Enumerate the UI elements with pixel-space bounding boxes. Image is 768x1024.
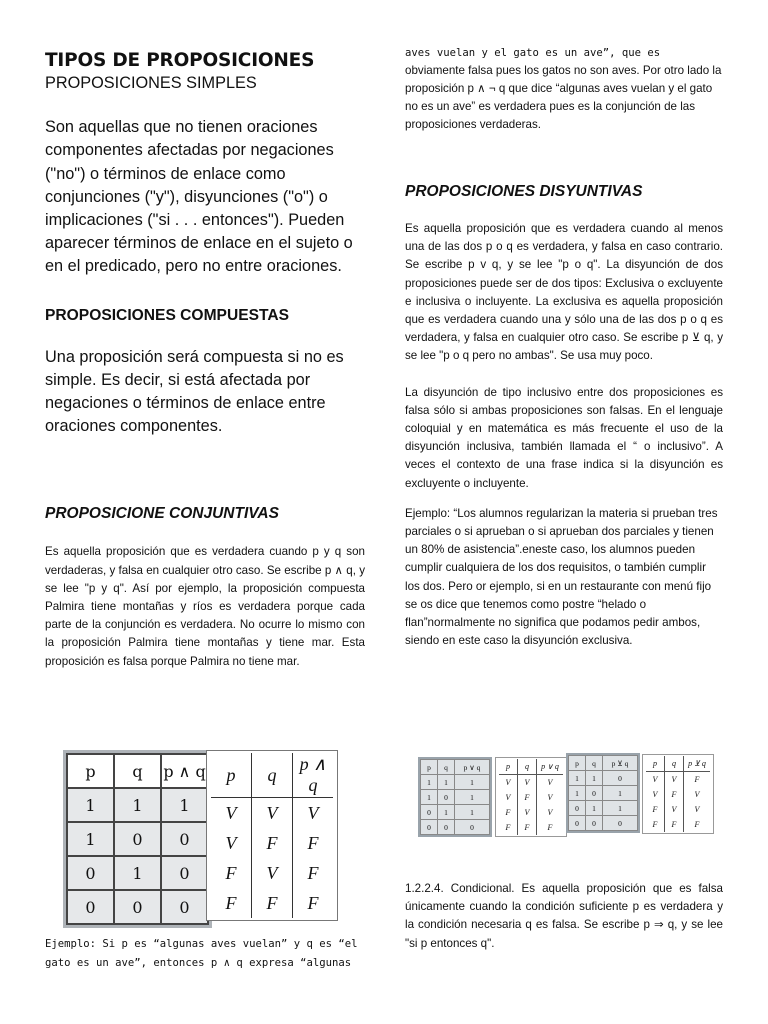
- table-cell: 1: [455, 775, 490, 790]
- truth-table-and-vf: [206, 750, 338, 921]
- table-cell: 0: [421, 805, 438, 820]
- condicional-section: [405, 880, 723, 953]
- table-header-cell: p ∨ q: [537, 759, 564, 775]
- table-cell: 0: [438, 790, 455, 805]
- table-header-cell: p ∧ q: [293, 753, 334, 798]
- table-cell: 0: [161, 856, 208, 890]
- table-cell: V: [518, 805, 537, 820]
- table-cell: F: [518, 790, 537, 805]
- table-row: [569, 801, 638, 816]
- table-header-cell: q: [586, 756, 603, 771]
- truth-table-or-vf: [495, 757, 567, 837]
- table-header-row: [67, 754, 208, 788]
- table-row: [211, 858, 333, 888]
- simples-paragraph: Son aquellas que no tienen oraciones componentes afectadas por negaciones ("no") o términos de enlace como conjunciones ("y"), disyunciones ("o") o implicaciones ("si . . . entonces"). Pueden aparecer términos de enlace en el sujeto o en el predicado, pero no entre oraciones.: [45, 118, 353, 276]
- table-row: [67, 822, 208, 856]
- table-header-cell: q: [114, 754, 161, 788]
- table-cell: V: [684, 787, 711, 802]
- table-cell: F: [505, 808, 511, 817]
- table-cell: 0: [438, 820, 455, 835]
- table-cell: 1: [67, 788, 114, 822]
- table-cell: V: [652, 790, 658, 799]
- table-cell: 0: [603, 816, 638, 831]
- table-cell: F: [665, 817, 684, 832]
- inclusivo-paragraph: La disyunción de tipo inclusivo entre dos proposiciones es falsa sólo si ambas proposiciones son falsas. En el lenguaje coloquial y en matemática es más frecuente el uso de la disyunción inclusiva, también llamada el “ o inclusivo”. A veces el contexto de una frase indica si la disyunción es excluyente o incluyente.: [405, 385, 723, 490]
- table-cell: 0: [67, 890, 114, 924]
- truth-table-or-numeric: [418, 757, 492, 837]
- truth-table: [66, 753, 209, 925]
- table-cell: V: [293, 798, 334, 829]
- table-cell: V: [665, 772, 684, 788]
- table-cell: F: [652, 805, 658, 814]
- table-cell: F: [252, 828, 293, 858]
- table-cell: 1: [438, 775, 455, 790]
- table-cell: 1: [603, 786, 638, 801]
- table-row: [421, 775, 490, 790]
- table-cell: V: [505, 778, 511, 787]
- truth-table-xor-numeric: [566, 753, 640, 833]
- truth-table: [646, 756, 710, 832]
- table-cell: V: [537, 775, 564, 791]
- table-header-row: [211, 753, 333, 798]
- truth-table-xor-vf: [642, 754, 714, 834]
- truth-table: [568, 755, 638, 831]
- table-row: [569, 786, 638, 801]
- table-cell: 0: [586, 816, 603, 831]
- table-header-cell: q: [252, 753, 293, 798]
- table-row: [67, 890, 208, 924]
- table-cell: 1: [569, 786, 586, 801]
- table-header-cell: p: [211, 753, 252, 798]
- table-cell: F: [537, 820, 564, 835]
- table-header-cell: p: [67, 754, 114, 788]
- right-column: [405, 44, 723, 650]
- table-cell: 1: [161, 788, 208, 822]
- table-cell: 1: [569, 771, 586, 786]
- table-cell: V: [252, 798, 293, 829]
- table-row: [646, 787, 710, 802]
- table-cell: 1: [586, 771, 603, 786]
- table-row: [499, 805, 563, 820]
- table-header-row: [646, 756, 710, 772]
- table-cell: 1: [586, 801, 603, 816]
- table-cell: F: [293, 858, 334, 888]
- table-cell: 0: [569, 801, 586, 816]
- table-cell: 1: [114, 788, 161, 822]
- table-cell: 1: [421, 790, 438, 805]
- table-cell: F: [252, 888, 293, 918]
- table-header-row: [421, 760, 490, 775]
- table-row: [421, 820, 490, 835]
- table-cell: 0: [421, 820, 438, 835]
- page-title: TIPOS DE PROPOSICIONES: [45, 50, 315, 71]
- truth-table: [420, 759, 490, 835]
- table-cell: V: [652, 775, 658, 784]
- disyuntivas-heading: PROPOSICIONES DISYUNTIVAS: [405, 183, 643, 200]
- ejemplo-disyuncion: Ejemplo: “Los alumnos regularizan la materia si prueban tres parciales o si aprueban o si aprueban dos parciales y tienen un 80% de asistencia”.eneste caso, los alumnos pueden cumplir cualquiera de los dos requisitos, o también cumplir los dos. Pero or ejemplo, si en un restaurante con menú fijo se os dice que tenemos como postre “helado o flan”normalmente no significa que podamos pedir ambos, siendo en este caso la disyunción exclusiva.: [405, 506, 718, 648]
- table-cell: 1: [455, 790, 490, 805]
- table-cell: F: [293, 888, 334, 918]
- table-header-cell: p: [499, 759, 518, 775]
- table-header-row: [569, 756, 638, 771]
- table-cell: 1: [114, 856, 161, 890]
- table-row: [211, 888, 333, 918]
- table-row: [499, 820, 563, 835]
- table-header-cell: p ∧ q: [161, 754, 208, 788]
- table-cell: 0: [114, 822, 161, 856]
- table-cell: F: [505, 823, 511, 832]
- ejemplo-line-2: gato es un ave”, entonces p ∧ q expresa “algunas: [45, 957, 352, 969]
- section-subtitle-simples: PROPOSICIONES SIMPLES: [45, 74, 257, 92]
- table-cell: 0: [455, 820, 490, 835]
- table-row: [646, 817, 710, 832]
- continuation-line-1: aves vuelan y el gato es un ave”, que es: [405, 47, 661, 59]
- table-cell: V: [225, 832, 237, 853]
- continuation-paragraph: obviamente falsa pues los gatos no son aves. Por otro lado la proposición p ∧ ¬ q que dice “algunas aves vuelan y el gato no es un ave” es verdadera pues es la conjunción de las proposiciones verdaderas.: [405, 64, 722, 131]
- table-cell: V: [518, 775, 537, 791]
- table-cell: 1: [603, 801, 638, 816]
- table-cell: F: [293, 828, 334, 858]
- table-header-cell: p ∨ q: [455, 760, 490, 775]
- table-cell: F: [652, 820, 658, 829]
- table-cell: F: [684, 772, 711, 788]
- truth-table: [211, 753, 333, 918]
- table-cell: V: [252, 858, 293, 888]
- table-cell: F: [225, 862, 237, 883]
- table-cell: 1: [438, 805, 455, 820]
- conjuntivas-heading: PROPOSICIONE CONJUNTIVAS: [45, 505, 279, 523]
- table-row: [421, 805, 490, 820]
- table-header-cell: p: [421, 760, 438, 775]
- table-row: [646, 802, 710, 817]
- table-cell: 0: [569, 816, 586, 831]
- table-header-cell: p ⊻ q: [684, 756, 711, 772]
- table-cell: 0: [67, 856, 114, 890]
- table-cell: F: [665, 787, 684, 802]
- table-row: [67, 788, 208, 822]
- table-header-row: [499, 759, 563, 775]
- disyuntivas-paragraph: Es aquella proposición que es verdadera cuando al menos una de las dos p o q es verdadera, y falsa en caso contrario. Se escribe p v q, y se lee "p o q". La disyunción de dos proposiciones puede ser de dos tipos: Exclusiva o excluyente e inclusiva o incluyente. La exclusiva es aquella proposición que es verdadera cuando una y sólo una de las dos p o q es verdadera, y falsa en cualquier otro caso. Se escribe p ⊻ q, y se lee "p o q pero no ambas". Se usa muy poco.: [405, 222, 723, 363]
- table-row: [569, 771, 638, 786]
- table-row: [499, 790, 563, 805]
- table-cell: 0: [161, 822, 208, 856]
- table-header-cell: p: [569, 756, 586, 771]
- ejemplo-line-1: Ejemplo: Si p es “algunas aves vuelan” y q es “el: [45, 938, 358, 950]
- table-cell: 0: [603, 771, 638, 786]
- left-column: [45, 50, 365, 671]
- condicional-paragraph: 1.2.2.4. Condicional. Es aquella proposición que es falsa únicamente cuando la condición suficiente p es verdadera y la condición necesaria q es falsa. Se escribe p ⇒ q, y se lee "si p entonces q".: [405, 882, 723, 950]
- table-cell: 1: [455, 805, 490, 820]
- table-cell: 0: [586, 786, 603, 801]
- table-cell: V: [505, 793, 511, 802]
- table-row: [569, 816, 638, 831]
- table-row: [646, 772, 710, 788]
- compuestas-paragraph: Una proposición será compuesta si no es simple. Es decir, si está afectada por negaciones o términos de enlace entre oraciones componentes.: [45, 347, 344, 436]
- conjuntivas-paragraph: Es aquella proposición que es verdadera cuando p y q son verdaderas, y falsa en cualquier otro caso. Se escribe p ∧ q, y se lee "p y q". Así por ejemplo, la proposición compuesta Palmira tiene montañas y ríos es verdadera porque cada parte de la conjunción es verdadera. No ocurre lo mismo con la proposición Palmira tiene montañas y tiene mar. Esta proposición es falsa porque Palmira no tiene mar.: [45, 545, 365, 668]
- table-cell: 0: [161, 890, 208, 924]
- table-cell: F: [225, 892, 237, 913]
- table-cell: 1: [67, 822, 114, 856]
- table-header-cell: p ⊻ q: [603, 756, 638, 771]
- table-cell: V: [537, 790, 564, 805]
- compuestas-heading: PROPOSICIONES COMPUESTAS: [45, 306, 290, 324]
- table-header-cell: p: [646, 756, 665, 772]
- table-header-cell: q: [518, 759, 537, 775]
- ejemplo-conjuncion: [45, 935, 365, 973]
- truth-table: [499, 759, 563, 835]
- table-cell: V: [665, 802, 684, 817]
- table-cell: F: [684, 817, 711, 832]
- table-header-cell: q: [438, 760, 455, 775]
- table-row: [421, 790, 490, 805]
- table-cell: 1: [421, 775, 438, 790]
- table-header-cell: q: [665, 756, 684, 772]
- table-cell: V: [225, 802, 237, 823]
- table-row: [499, 775, 563, 791]
- truth-table-and-numeric: [63, 750, 212, 928]
- table-cell: 0: [114, 890, 161, 924]
- table-row: [67, 856, 208, 890]
- table-cell: F: [518, 820, 537, 835]
- table-cell: V: [537, 805, 564, 820]
- table-cell: V: [684, 802, 711, 817]
- table-row: [211, 828, 333, 858]
- table-row: [211, 798, 333, 829]
